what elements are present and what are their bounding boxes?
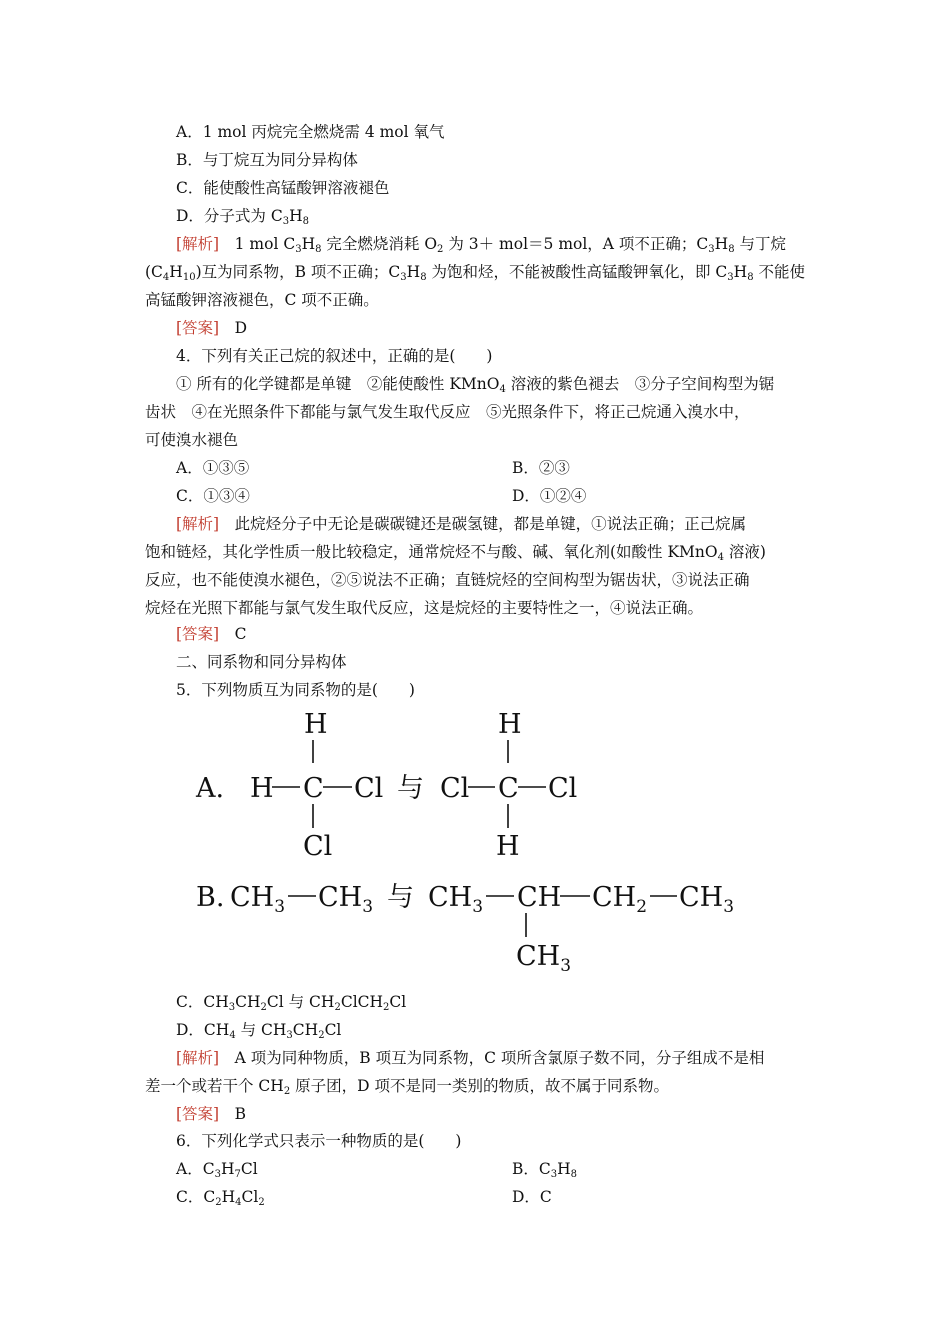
q4-analysis-line-4: 烷烃在光照下都能与氯气发生取代反应，这是烷烃的主要特性之一，④说法正确。 xyxy=(145,599,704,617)
q5-option-d: D．CH4 与 CH3CH2Cl xyxy=(176,1021,342,1041)
q4-option-d: D．①②④ xyxy=(512,487,587,505)
q5-analysis-line-1: [解析] A 项为同种物质，B 项互为同系物，C 项所含氯原子数不同，分子组成不是相 xyxy=(176,1049,765,1067)
q3-option-d: D．分子式为 C3H8 xyxy=(176,207,310,227)
q4-option-c: C．①③④ xyxy=(176,487,250,505)
atom-cl: Cl xyxy=(354,773,384,804)
q3-option-c: C．能使酸性高锰酸钾溶液褪色 xyxy=(176,179,390,197)
group-ch: CH xyxy=(517,882,562,913)
q3-analysis-line-1: [解析] 1 mol C3H8 完全燃烧消耗 O2 为 3＋ mol＝5 mol，A 项不正确；C3H8 与丁烷 xyxy=(176,235,787,255)
connector-text: 与 xyxy=(397,773,424,804)
group-ch2: $CH_2$ xyxy=(592,882,648,917)
q5-option-c: C．CH3CH2Cl 与 CH2ClCH2Cl xyxy=(176,993,407,1013)
q4-statement-line-2: 齿状 ④在光照条件下都能与氯气发生取代反应 ⑤光照条件下，将正己烷通入溴水中， xyxy=(145,403,750,421)
q4-option-b: B．②③ xyxy=(512,459,570,477)
q5-answer: [答案] B xyxy=(176,1105,247,1123)
q4-statement-line-3: 可使溴水褪色 xyxy=(145,431,239,449)
q4-option-a: A．①③⑤ xyxy=(176,459,250,477)
group-ch3: $CH_3$ xyxy=(428,882,484,917)
q3-analysis-line-2: (C4H10)互为同系物，B 项不正确；C3H8 为饱和烃，不能被酸性高锰酸钾氧化，即 C3H8 不能使 xyxy=(145,263,806,283)
q6-option-d: D．C xyxy=(512,1188,552,1206)
atom-cl: Cl xyxy=(303,831,333,862)
answer-tag: [答案] xyxy=(176,625,220,643)
q4-stem: 4．下列有关正己烷的叙述中，正确的是( ) xyxy=(176,347,493,365)
analysis-tag: [解析] xyxy=(176,1049,220,1067)
analysis-tag: [解析] xyxy=(176,515,220,533)
q4-analysis-line-1: [解析] 此烷烃分子中无论是碳碳键还是碳氢键，都是单键，①说法正确；正己烷属 xyxy=(176,515,747,533)
q3-option-b: B．与丁烷互为同分异构体 xyxy=(176,151,358,169)
q4-analysis-line-3: 反应，也不能使溴水褪色，②⑤说法不正确；直链烷烃的空间构型为锯齿状，③说法正确 xyxy=(145,571,750,589)
q4-statement-line-1: ① 所有的化学键都是单键 ②能使酸性 KMnO4 溶液的紫色褪去 ③分子空间构型为锯 xyxy=(176,375,775,395)
group-ch3: $CH_3$ xyxy=(230,882,286,917)
group-ch3: $CH_3$ xyxy=(318,882,374,917)
group-ch3: $CH_3$ xyxy=(679,882,735,917)
q5-analysis-line-2: 差一个或若干个 CH2 原子团，D 项不是同一类别的物质，故不属于同系物。 xyxy=(145,1077,669,1097)
answer-tag: [答案] xyxy=(176,1105,220,1123)
q6-option-b: B．C3H8 xyxy=(512,1160,578,1180)
formula-c3h8: C3H8 xyxy=(270,207,310,227)
atom-h: H xyxy=(304,709,328,740)
group-ch3: $CH_3$ xyxy=(516,941,572,976)
option-a-label: A. xyxy=(196,773,225,804)
q6-stem: 6．下列化学式只表示一种物质的是( ) xyxy=(176,1132,462,1150)
section-heading: 二、同系物和同分异构体 xyxy=(176,653,347,671)
q4-answer: [答案] C xyxy=(176,625,247,643)
q6-option-a: A．C3H7Cl xyxy=(176,1160,258,1180)
q3-answer: [答案] D xyxy=(176,319,248,337)
atom-cl: Cl xyxy=(440,773,470,804)
atom-c: C xyxy=(303,773,324,804)
q3-option-a: A．1 mol 丙烷完全燃烧需 4 mol 氧气 xyxy=(176,123,445,141)
atom-h: H xyxy=(498,709,522,740)
atom-h: H xyxy=(496,831,520,862)
answer-tag: [答案] xyxy=(176,319,220,337)
connector-text: 与 xyxy=(387,882,414,913)
atom-c: C xyxy=(498,773,519,804)
analysis-tag: [解析] xyxy=(176,235,220,253)
atom-h: H xyxy=(250,773,274,804)
q6-option-c: C．C2H4Cl2 xyxy=(176,1188,265,1208)
q3-analysis-line-3: 高锰酸钾溶液褪色，C 项不正确。 xyxy=(145,291,379,309)
atom-cl: Cl xyxy=(548,773,578,804)
q4-analysis-line-2: 饱和链烃，其化学性质一般比较稳定，通常烷烃不与酸、碱、氧化剂(如酸性 KMnO4 溶液) xyxy=(145,543,766,563)
q5-stem: 5．下列物质互为同系物的是( ) xyxy=(176,681,415,699)
option-b-label: B. xyxy=(196,882,225,913)
